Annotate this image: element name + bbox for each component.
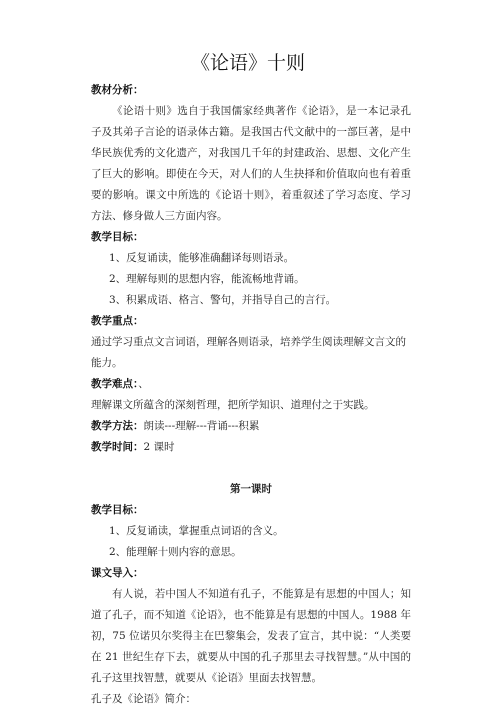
analysis-text: 《论语十则》选自于我国儒家经典著作《论语》，是一本记录孔子及其弟子言论的语录体古籍。是我国古代文献中的一部巨著，是中华民族优秀的文化遗产，对我国几千年的封建政治、思想、文化产生了巨大的影响。即使在今天，对人们的人生抉择和价值取向也有着重要的影响。课文中所选的《论语十则》，着重叙述了学习态度、学习方法、修身做人三方面内容。 <box>91 105 411 222</box>
time-line <box>91 437 411 458</box>
time-text: 2 课时 <box>143 441 175 453</box>
objective-item-3: 3、积累成语、格言、警句，并指导自己的言行。 <box>109 294 337 306</box>
lesson1-last-line: 孔子及《论语》简介： <box>91 693 196 705</box>
time-heading: 教学时间： <box>91 441 144 453</box>
difficulties-text: 理解课文所蕴含的深刻哲理，把所学知识、道理付之于实践。 <box>91 399 375 411</box>
document-title: 《论语》十则 <box>190 52 305 74</box>
document-body <box>91 80 411 710</box>
key-points-heading: 教学重点： <box>91 315 144 327</box>
key-points-text: 通过学习重点文言词语，理解各则语录，培养学生阅读理解文言文的能力。 <box>91 336 406 369</box>
analysis-heading: 教材分析： <box>91 84 144 96</box>
lesson1-objective-item-1: 1、反复诵读，掌握重点词语的含义。 <box>109 525 284 537</box>
difficulties-heading: 教学难点： <box>91 378 139 390</box>
lesson1-heading: 第一课时 <box>230 483 272 495</box>
lesson1-objectives-heading: 教学目标： <box>91 504 144 516</box>
difficulties-heading-line <box>91 374 411 395</box>
objectives-heading: 教学目标： <box>91 231 144 243</box>
lesson1-intro-heading: 课文导入： <box>91 567 144 579</box>
method-heading: 教学方法： <box>91 420 144 432</box>
method-line <box>91 416 411 437</box>
lesson1-objective-item-2: 2、能理解十则内容的意思。 <box>109 546 242 558</box>
objective-item-2: 2、理解每则的思想内容，能流畅地背诵。 <box>109 273 305 285</box>
objective-item-1: 1、反复诵读，能够准确翻译每则语录。 <box>109 252 295 264</box>
method-text: 朗读---理解---背诵---积累 <box>143 420 260 432</box>
lesson1-intro-text: 有人说，若中国人不知道有孔子，不能算是有思想的中国人；知道了孔子，而不知道《论语》，也不能算是有思想的中国人。1988 年初，75 位诺贝尔奖得主在巴黎集会，发表了宣言，其中说：“人类要在 21 世纪生存下去，就要从中国的孔子那里去寻找智慧。”从中国的孔子这里找智慧，就要从《论语》里面去找智慧。 <box>91 588 411 684</box>
difficulties-suffix: 、 <box>138 378 149 390</box>
